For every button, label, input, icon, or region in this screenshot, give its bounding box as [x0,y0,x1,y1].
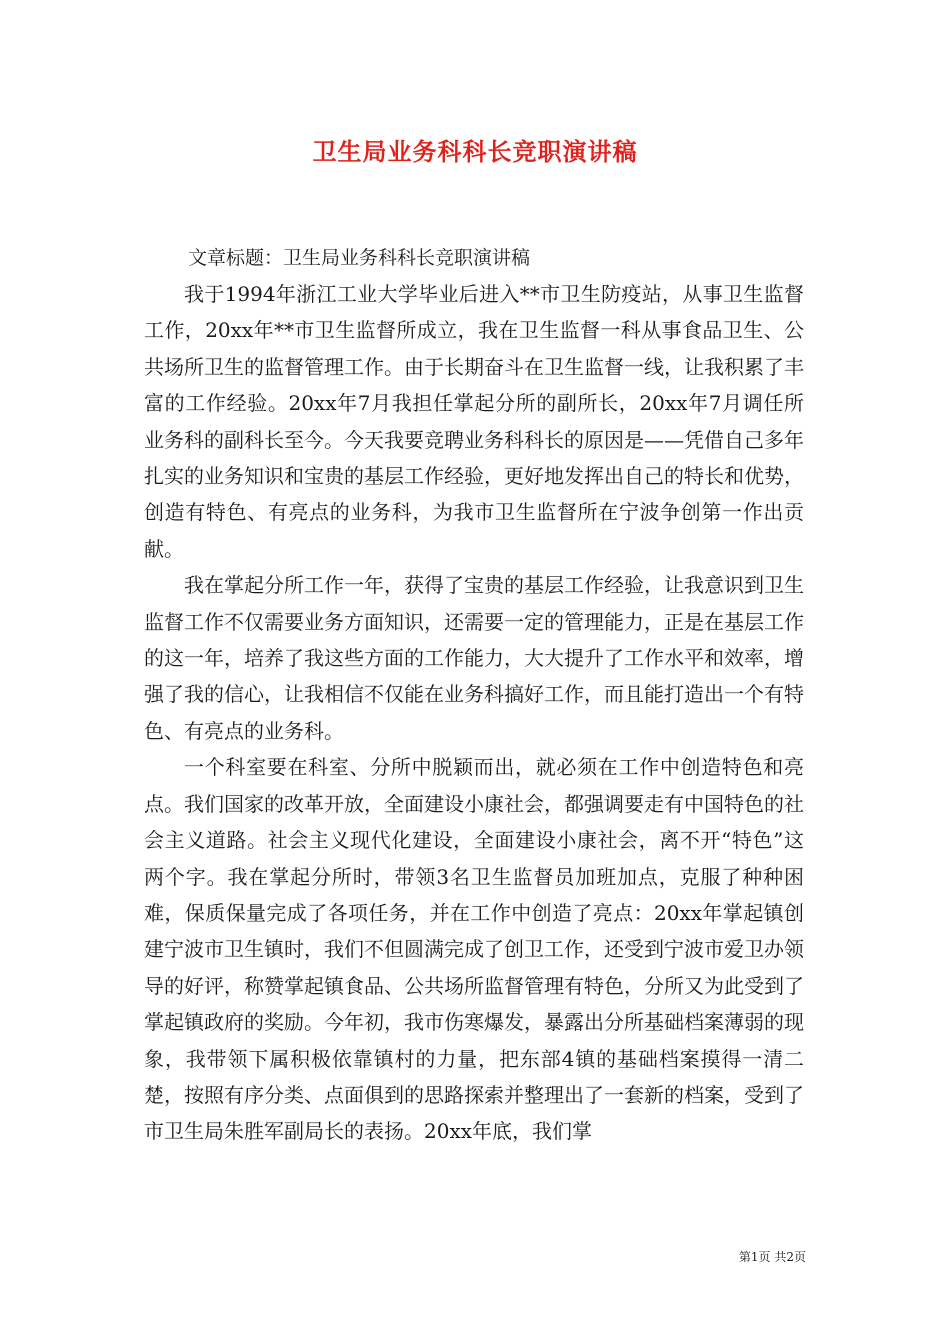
body-paragraph-1: 我于1994年浙江工业大学毕业后进入**市卫生防疫站，从事卫生监督工作，20xx年**市卫生监督所成立，我在卫生监督一科从事食品卫生、公共场所卫生的监督管理工作。由于长期奋斗在卫生监督一线，让我积累了丰富的工作经验。20xx年7月我担任掌起分所的副所长，20xx年7月调任所业务科的副科长至今。今天我要竞聘业务科科长的原因是——凭借自己多年扎实的业务知识和宝贵的基层工作经验，更好地发挥出自己的特长和优势，创造有特色、有亮点的业务科，为我市卫生监督所在宁波争创第一作出贡献。 [144,282,804,561]
body-paragraph-3: 一个科室要在科室、分所中脱颖而出，就必须在工作中创造特色和亮点。我们国家的改革开放，全面建设小康社会，都强调要走有中国特色的社会主义道路。社会主义现代化建设，全面建设小康社会，离不开“特色”这两个字。我在掌起分所时，带领3名卫生监督员加班加点，克服了种种困难，保质保量完成了各项任务，并在工作中创造了亮点：20xx年掌起镇创建宁波市卫生镇时，我们不但圆满完成了创卫工作，还受到宁波市爱卫办领导的好评，称赞掌起镇食品、公共场所监督管理有特色，分所又为此受到了掌起镇政府的奖励。今年初，我市伤寒爆发，暴露出分所基础档案薄弱的现象，我带领下属积极依靠镇村的力量，把东部4镇的基础档案摸得一清二楚，按照有序分类、点面俱到的思路探索并整理出了一套新的档案，受到了市卫生局朱胜军副局长的表扬。20xx年底，我们掌 [144,755,804,1144]
article-title-label: 文章标题：卫生局业务科科长竞职演讲稿 [188,247,531,269]
page-number-footer: 第1页 共2页 [738,1250,806,1264]
document-title: 卫生局业务科科长竞职演讲稿 [312,137,638,166]
body-paragraph-2: 我在掌起分所工作一年，获得了宝贵的基层工作经验，让我意识到卫生监督工作不仅需要业务方面知识，还需要一定的管理能力，正是在基层工作的这一年，培养了我这些方面的工作能力，大大提升了工作水平和效率，增强了我的信心，让我相信不仅能在业务科搞好工作，而且能打造出一个有特色、有亮点的业务科。 [144,573,804,743]
document-body [144,276,804,1150]
